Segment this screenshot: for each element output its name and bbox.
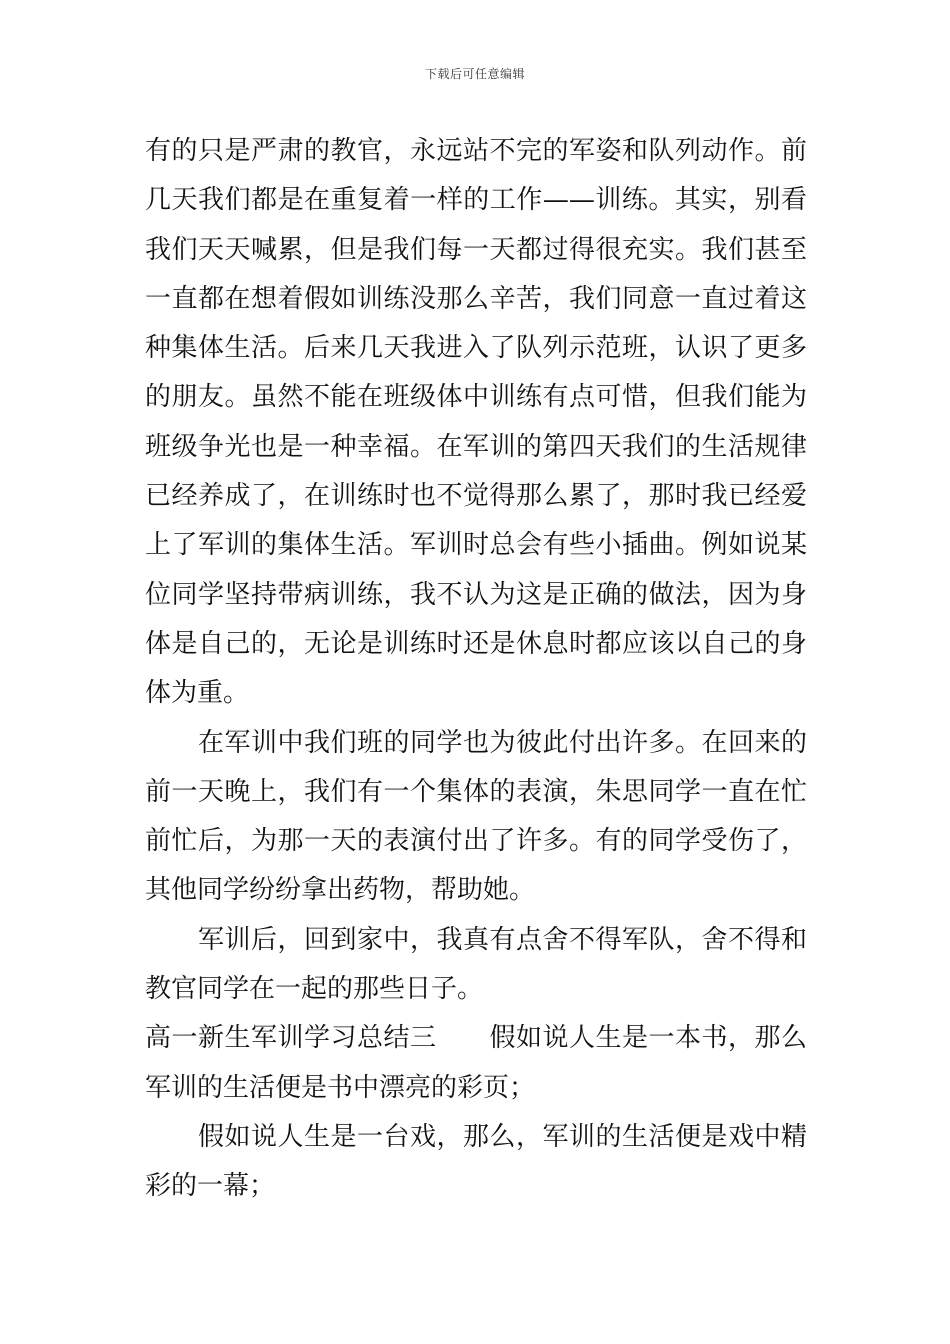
page-header: 下载后可任意编辑 <box>424 67 525 81</box>
text-line: 已经养成了，在训练时也不觉得那么累了，那时我已经爱 <box>145 481 807 512</box>
text-line: 前忙后，为那一天的表演付出了许多。有的同学受伤了， <box>145 826 807 857</box>
text-line: 种集体生活。后来几天我进入了队列示范班，认识了更多 <box>145 333 807 364</box>
text-line: 假如说人生是一台戏，那么，军训的生活便是戏中精 <box>145 1121 807 1152</box>
text-line: 几天我们都是在重复着一样的工作——训练。其实，别看 <box>145 185 807 216</box>
text-line: 体是自己的，无论是训练时还是休息时都应该以自己的身 <box>145 628 807 659</box>
text-line: 彩的一幕； <box>145 1171 276 1202</box>
text-line: 班级争光也是一种幸福。在军训的第四天我们的生活规律 <box>145 431 807 462</box>
body-text <box>145 127 807 1212</box>
text-line: 位同学坚持带病训练，我不认为这是正确的做法，因为身 <box>145 579 807 610</box>
text-line: 军训后，回到家中，我真有点舍不得军队，舍不得和 <box>145 924 807 955</box>
text-line: 高一新生军训学习总结三 假如说人生是一本书，那么 <box>145 1023 807 1054</box>
text-line: 前一天晚上，我们有一个集体的表演，朱思同学一直在忙 <box>145 776 807 807</box>
text-line: 一直都在想着假如训练没那么辛苦，我们同意一直过着这 <box>145 283 807 314</box>
text-line: 其他同学纷纷拿出药物，帮助她。 <box>145 875 536 906</box>
text-line: 在军训中我们班的同学也为彼此付出许多。在回来的 <box>145 727 807 758</box>
text-line: 教官同学在一起的那些日子。 <box>145 974 484 1005</box>
text-line: 体为重。 <box>145 678 250 709</box>
text-line: 有的只是严肃的教官，永远站不完的军姿和队列动作。前 <box>145 136 807 166</box>
text-line: 我们天天喊累，但是我们每一天都过得很充实。我们甚至 <box>145 234 807 265</box>
text-line: 军训的生活便是书中漂亮的彩页； <box>145 1072 536 1103</box>
text-line: 上了军训的集体生活。军训时总会有些小插曲。例如说某 <box>145 530 807 561</box>
text-line: 的朋友。虽然不能在班级体中训练有点可惜，但我们能为 <box>145 382 807 413</box>
